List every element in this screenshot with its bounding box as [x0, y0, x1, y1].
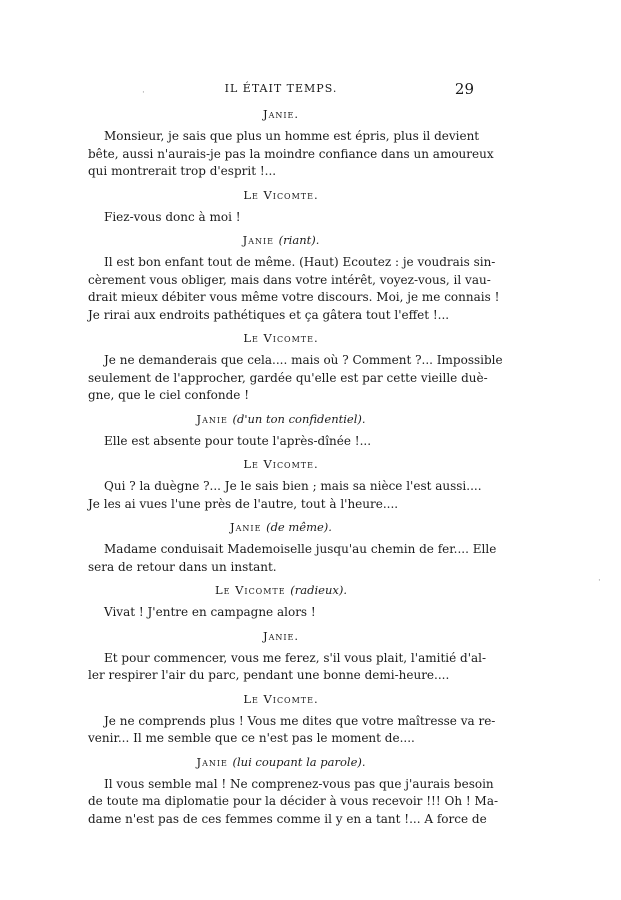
text-line: Je ne demanderais que cela.... mais où ? Comment ?... Impossible: [104, 353, 503, 367]
speaker-name: Le Vicomte.: [243, 331, 319, 345]
speaker-name: Janie.: [262, 628, 300, 643]
dialogue-paragraph: [88, 209, 474, 227]
stage-direction: (radieux).: [290, 583, 348, 597]
speaker-name: Janie: [230, 520, 262, 534]
text-line: Madame conduisait Mademoiselle jusqu'au chemin de fer.... Elle: [104, 542, 497, 556]
stage-direction: (riant).: [278, 233, 320, 247]
speaker-heading: [88, 628, 474, 644]
text-line: Elle est absente pour toute l'après-dînée !...: [104, 433, 372, 448]
speaker-heading: [88, 691, 474, 707]
text-line: Je rirai aux endroits pathétiques et ça gâtera tout l'effet !...: [88, 307, 450, 322]
text-line: Je les ai vues l'une près de l'autre, tout à l'heure....: [88, 496, 399, 511]
speaker-heading: [88, 330, 474, 346]
text-line: Je ne comprends plus ! Vous me dites que votre maîtresse va re-: [104, 713, 496, 728]
speaker-heading: [88, 456, 474, 472]
text-line: seulement de l'approcher, gardée qu'elle est par cette vieille duè-: [88, 370, 488, 385]
speaker-name: Le Vicomte.: [243, 457, 319, 471]
speaker-name: Janie: [196, 754, 228, 769]
dialogue-paragraph: [88, 713, 496, 748]
speaker-name: Le Vicomte.: [243, 187, 319, 202]
text-line: Il est bon enfant tout de même. (Haut) Ecoutez : je voudrais sin-: [104, 255, 496, 269]
text-line: drait mieux débiter vous même votre discours. Moi, je me connais !: [88, 290, 500, 304]
text-line: Vivat ! J'entre en campagne alors !: [104, 605, 316, 619]
running-title: IL ÉTAIT TEMPS.: [224, 82, 338, 95]
speaker-heading: [88, 754, 474, 770]
dialogue-paragraph: [88, 650, 487, 685]
text-line: Et pour commencer, vous me ferez, s'il vous plait, l'amitié d'al-: [104, 650, 487, 665]
dialogue-paragraph: [88, 776, 499, 829]
text-line: Monsieur, je sais que plus un homme est épris, plus il devient: [104, 129, 480, 143]
dialogue-paragraph: [88, 128, 494, 181]
page-number: 29: [454, 80, 474, 98]
scan-speck: ·: [598, 576, 601, 586]
speaker-heading: [88, 519, 474, 535]
dialogue-paragraph: [88, 254, 500, 324]
text-line: gne, que le ciel confonde !: [88, 388, 250, 402]
speaker-name: Janie: [196, 411, 228, 426]
text-line: dame n'est pas de ces femmes comme il y en a tant !... A force de: [88, 811, 487, 826]
speaker-name: Janie: [242, 233, 275, 247]
dialogue-paragraph: [88, 604, 474, 622]
dialogue-paragraph: [88, 541, 497, 576]
text-line: Qui ? la duègne ?... Je le sais bien ; mais sa nièce l'est aussi....: [104, 479, 482, 493]
text-line: bête, aussi n'aurais-je pas la moindre confiance dans un amoureux: [88, 146, 494, 161]
scan-speck: ·: [142, 88, 145, 98]
speaker-heading: [88, 411, 474, 427]
text-line: de toute ma diplomatie pour la décider à vous recevoir !!! Oh ! Ma-: [88, 794, 499, 808]
stage-direction: (de même).: [266, 520, 332, 534]
stage-direction: (lui coupant la parole).: [232, 754, 366, 769]
text-line: Fiez-vous donc à moi !: [104, 209, 241, 224]
speaker-name: Janie.: [262, 107, 300, 121]
running-head: [88, 80, 474, 100]
text-line: ler respirer l'air du parc, pendant une bonne demi-heure....: [88, 668, 450, 682]
speaker-heading: [88, 106, 474, 122]
text-line: venir... Il me semble que ce n'est pas le moment de....: [88, 731, 415, 745]
speaker-heading: [88, 582, 474, 598]
speaker-heading: [88, 232, 474, 248]
speaker-heading: [88, 187, 474, 203]
dialogue-paragraph: [88, 433, 474, 451]
text-line: Il vous semble mal ! Ne comprenez-vous pas que j'aurais besoin: [104, 776, 494, 791]
text-line: sera de retour dans un instant.: [88, 559, 277, 574]
text-line: qui montrerait trop d'esprit !...: [88, 164, 277, 178]
speaker-name: Le Vicomte.: [243, 691, 319, 706]
page-body: [88, 106, 503, 834]
stage-direction: (d'un ton confidentiel).: [232, 411, 366, 426]
speaker-name: Le Vicomte: [214, 583, 286, 597]
dialogue-paragraph: [88, 352, 503, 405]
dialogue-paragraph: [88, 478, 482, 513]
text-line: cèrement vous obliger, mais dans votre intérêt, voyez-vous, il vau-: [88, 272, 491, 287]
